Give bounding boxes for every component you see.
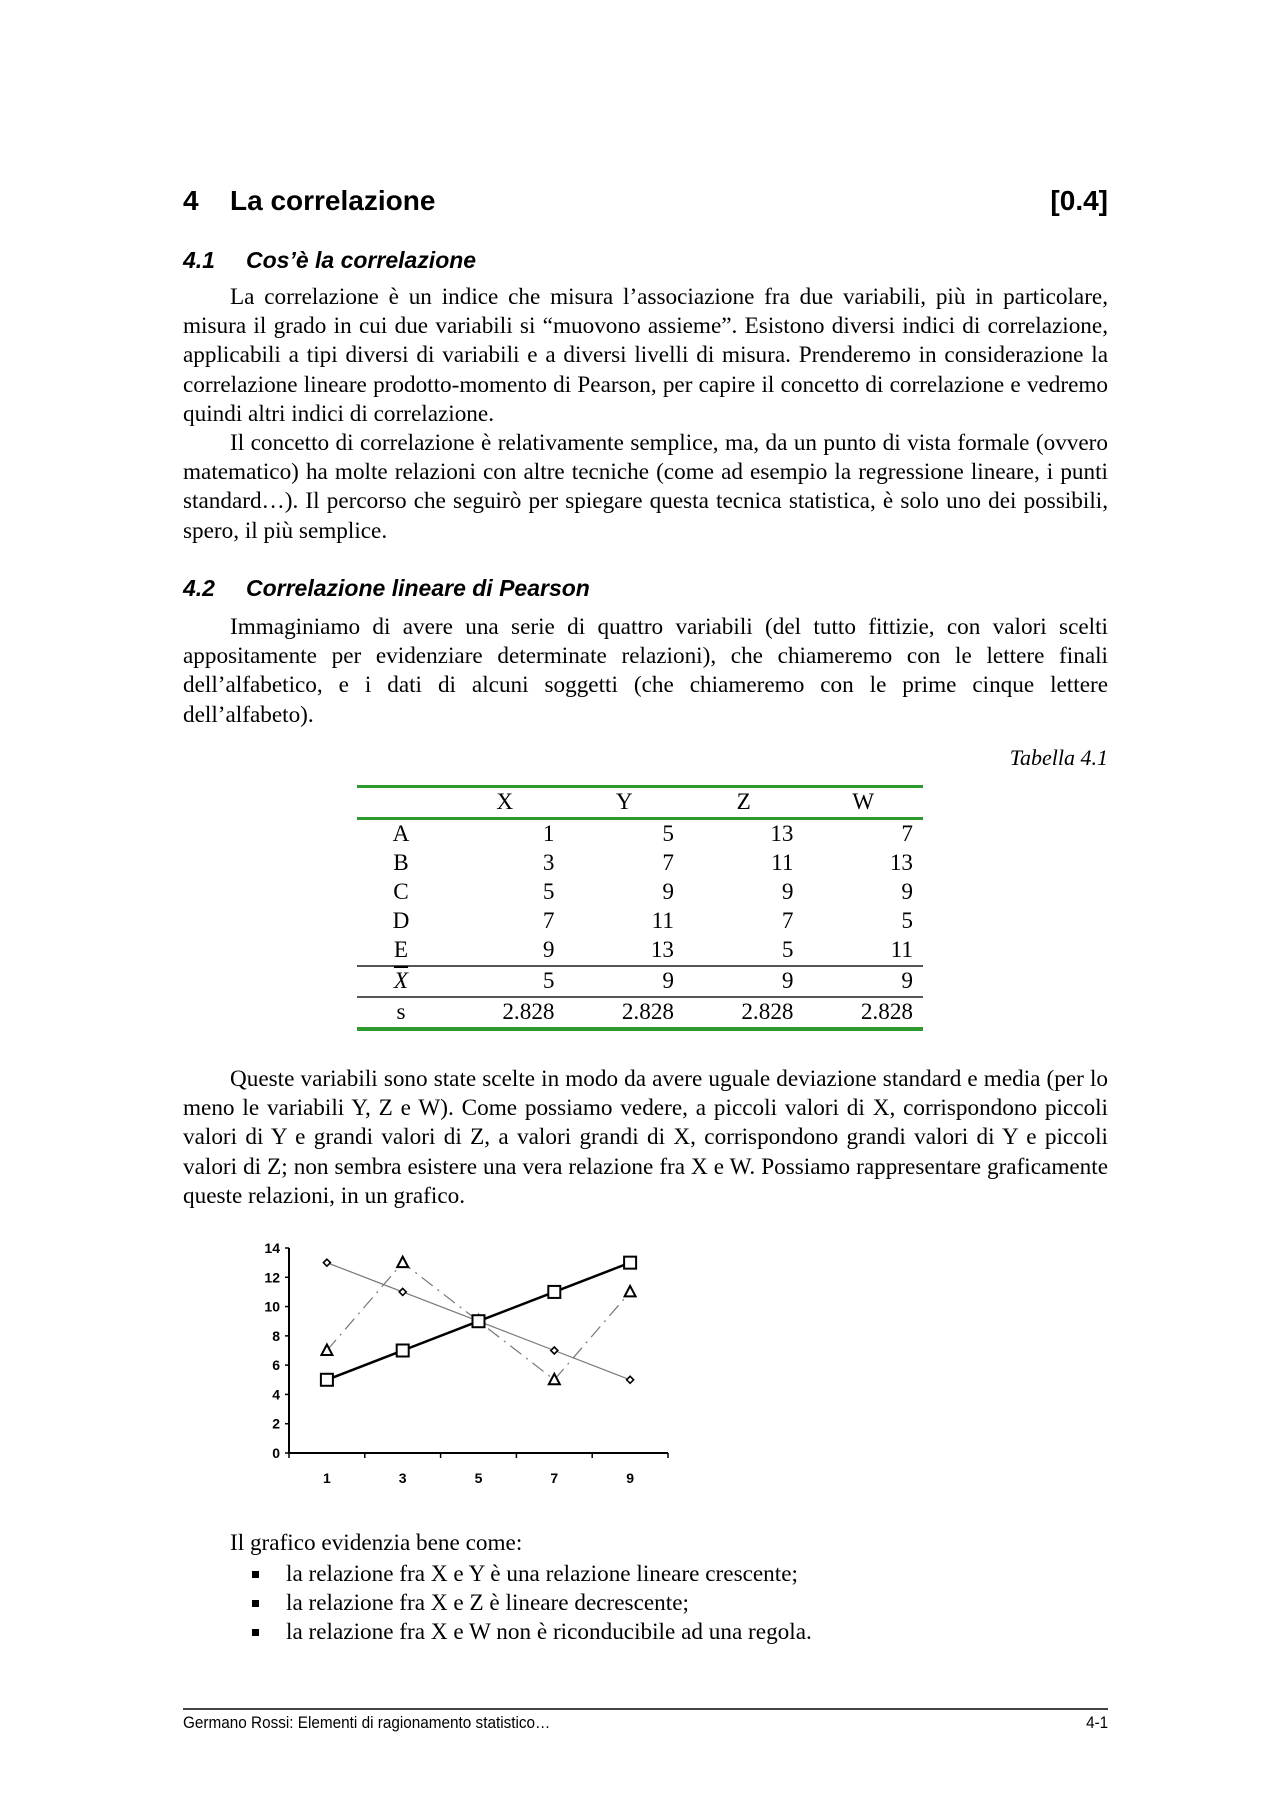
cell: 9 [901, 968, 913, 994]
list-item-text: la relazione fra X e W non è riconducibile ad una regola. [286, 1619, 812, 1646]
cell: 2.828 [502, 999, 555, 1025]
x-tick-label: 3 [398, 1470, 407, 1486]
row-label: A [392, 821, 410, 847]
cell: 1 [542, 821, 555, 847]
cell: 9 [901, 879, 913, 905]
x-tick-label: 7 [550, 1470, 559, 1486]
x-bar-symbol: $\overline{X}$ [393, 968, 409, 994]
list-item [230, 1618, 812, 1647]
section-heading-4-2 [183, 573, 590, 603]
cell: 7 [662, 850, 674, 876]
data-point-w [625, 1286, 636, 1297]
sd-label: s [396, 999, 406, 1025]
cell: 9 [662, 879, 674, 905]
data-point-y [548, 1286, 560, 1298]
paragraph: La correlazione è un indice che misura l’associazione fra due variabili, più in particolare, misura il grado in cui due variabili si “muovono assieme”. Esistono diversi indici di correlazione, applicabili a tipi diversi di variabili e a diversi livelli di misura. Prenderemo in considerazione la correlazione lineare prodotto-momento di Pearson, per capire il concetto di correlazione e vedremo quindi altri indici di correlazione. [183, 284, 1108, 427]
list-item-text: la relazione fra X e Y è una relazione lineare crescente; [286, 1561, 798, 1587]
cell: 5 [542, 879, 555, 905]
footer-rule [183, 1708, 1108, 1710]
cell: 13 [770, 821, 794, 847]
table-row [357, 936, 923, 966]
square-bullet-icon [252, 1600, 259, 1607]
list-item [230, 1589, 812, 1618]
section-number: 4.1 [183, 247, 215, 273]
table-caption: Tabella 4.1 [1009, 745, 1108, 770]
table-row [357, 907, 923, 936]
cell: 9 [781, 968, 794, 994]
chapter-title [183, 185, 435, 217]
chapter-heading [183, 182, 1108, 220]
section-number: 4.2 [183, 575, 215, 601]
column-header [357, 787, 445, 819]
cell: 2.828 [860, 999, 913, 1025]
x-tick-label: 1 [323, 1470, 331, 1486]
cell: 2.828 [621, 999, 674, 1025]
cell: 9 [662, 968, 674, 994]
mean-label [357, 966, 445, 997]
table-header-row [357, 787, 923, 819]
row-label: E [393, 937, 409, 963]
data-point-z [323, 1259, 330, 1266]
sd-row [357, 997, 923, 1029]
cell: 5 [901, 908, 913, 934]
page-number: 4-1 [1086, 1713, 1109, 1732]
table-row [357, 819, 923, 850]
row-label: D [392, 908, 410, 934]
square-bullet-icon [252, 1629, 259, 1636]
bullet-list [230, 1560, 812, 1648]
cell: 5 [662, 821, 674, 847]
data-table [357, 785, 923, 1031]
list-item [230, 1560, 812, 1589]
cell: 5 [781, 937, 794, 963]
y-tick-label: 0 [272, 1445, 280, 1461]
y-tick-label: 4 [272, 1386, 280, 1403]
paragraph: Queste variabili sono state scelte in modo da avere uguale deviazione standard e media (per lo meno le variabili Y, Z e W). Come possiamo vedere, a piccoli valori di X, corrispondono piccoli valori di Y e grandi valori di Z, a valori grandi di X, corrispondono grandi valori di Y e piccoli valori di Z; non sembra esistere una vera relazione fra X e W. Possiamo rappresentare graficamente queste relazioni, in un grafico. [183, 1066, 1108, 1209]
cell: 7 [781, 908, 794, 934]
cell: 3 [542, 850, 555, 876]
chapter-number: 4 [183, 185, 199, 216]
cell: 7 [542, 908, 555, 934]
line-chart [240, 1240, 720, 1500]
mean-row [357, 966, 923, 997]
y-tick-label: 12 [264, 1269, 280, 1286]
list-intro: Il grafico evidenzia bene come: [230, 1530, 523, 1556]
list-item-text: la relazione fra X e Z è lineare decrescente; [286, 1590, 689, 1617]
data-point-z [399, 1288, 406, 1295]
cell: 7 [901, 821, 913, 847]
cell: 11 [651, 908, 674, 934]
cell: 11 [890, 937, 913, 963]
data-point-z [551, 1347, 558, 1354]
row-label: B [393, 850, 409, 876]
column-header: Z [736, 789, 751, 815]
square-bullet-icon [252, 1571, 259, 1578]
row-label: C [393, 879, 409, 905]
cell: 11 [771, 850, 794, 876]
table-row [357, 849, 923, 878]
y-tick-label: 10 [264, 1298, 280, 1315]
y-tick-label: 14 [264, 1240, 280, 1256]
column-header: W [852, 789, 875, 815]
chapter-level-tag: [0.4] [1050, 185, 1108, 216]
cell: 13 [650, 937, 674, 963]
footer [183, 1713, 1108, 1733]
section-title: Correlazione lineare di Pearson [246, 575, 590, 601]
data-point-y [473, 1315, 485, 1327]
data-point-y [321, 1374, 333, 1386]
footer-title: Germano Rossi: Elementi di ragionamento statistico… [183, 1713, 551, 1732]
data-point-y [624, 1257, 636, 1269]
paragraph: Immaginiamo di avere una serie di quattro variabili (del tutto fittizie, con valori scelti appositamente per evidenziare determinate relazioni), che chiameremo con le lettere finali dell’alfabetico, e i dati di alcuni soggetti (che chiameremo con le prime cinque lettere dell’alfabeto). [183, 614, 1108, 728]
chapter-title-text: La correlazione [230, 185, 436, 216]
column-header: X [496, 789, 514, 815]
cell: 5 [542, 968, 555, 994]
column-header: Y [615, 789, 633, 815]
table-row [357, 878, 923, 907]
section-title: Cos’è la correlazione [246, 247, 477, 273]
document-page [183, 0, 1108, 1811]
paragraph: Il concetto di correlazione è relativamente semplice, ma, da un punto di vista formale (ovvero matematico) ha molte relazioni con altre tecniche (come ad esempio la regressione lineare, i punti standard…). Il percorso che seguirò per spiegare questa tecnica statistica, è solo uno dei possibili, spero, il più semplice. [183, 430, 1108, 544]
y-tick-label: 2 [272, 1415, 280, 1432]
cell: 13 [889, 850, 913, 876]
section-heading-4-1 [183, 245, 476, 275]
cell: 9 [542, 937, 555, 963]
y-tick-label: 8 [272, 1327, 280, 1344]
data-point-y [397, 1345, 409, 1357]
x-tick-label: 5 [474, 1470, 483, 1486]
data-point-w [397, 1257, 408, 1268]
y-tick-label: 6 [272, 1357, 280, 1374]
cell: 2.828 [741, 999, 794, 1025]
data-point-z [627, 1376, 634, 1383]
cell: 9 [781, 879, 794, 905]
x-tick-label: 9 [626, 1470, 634, 1486]
